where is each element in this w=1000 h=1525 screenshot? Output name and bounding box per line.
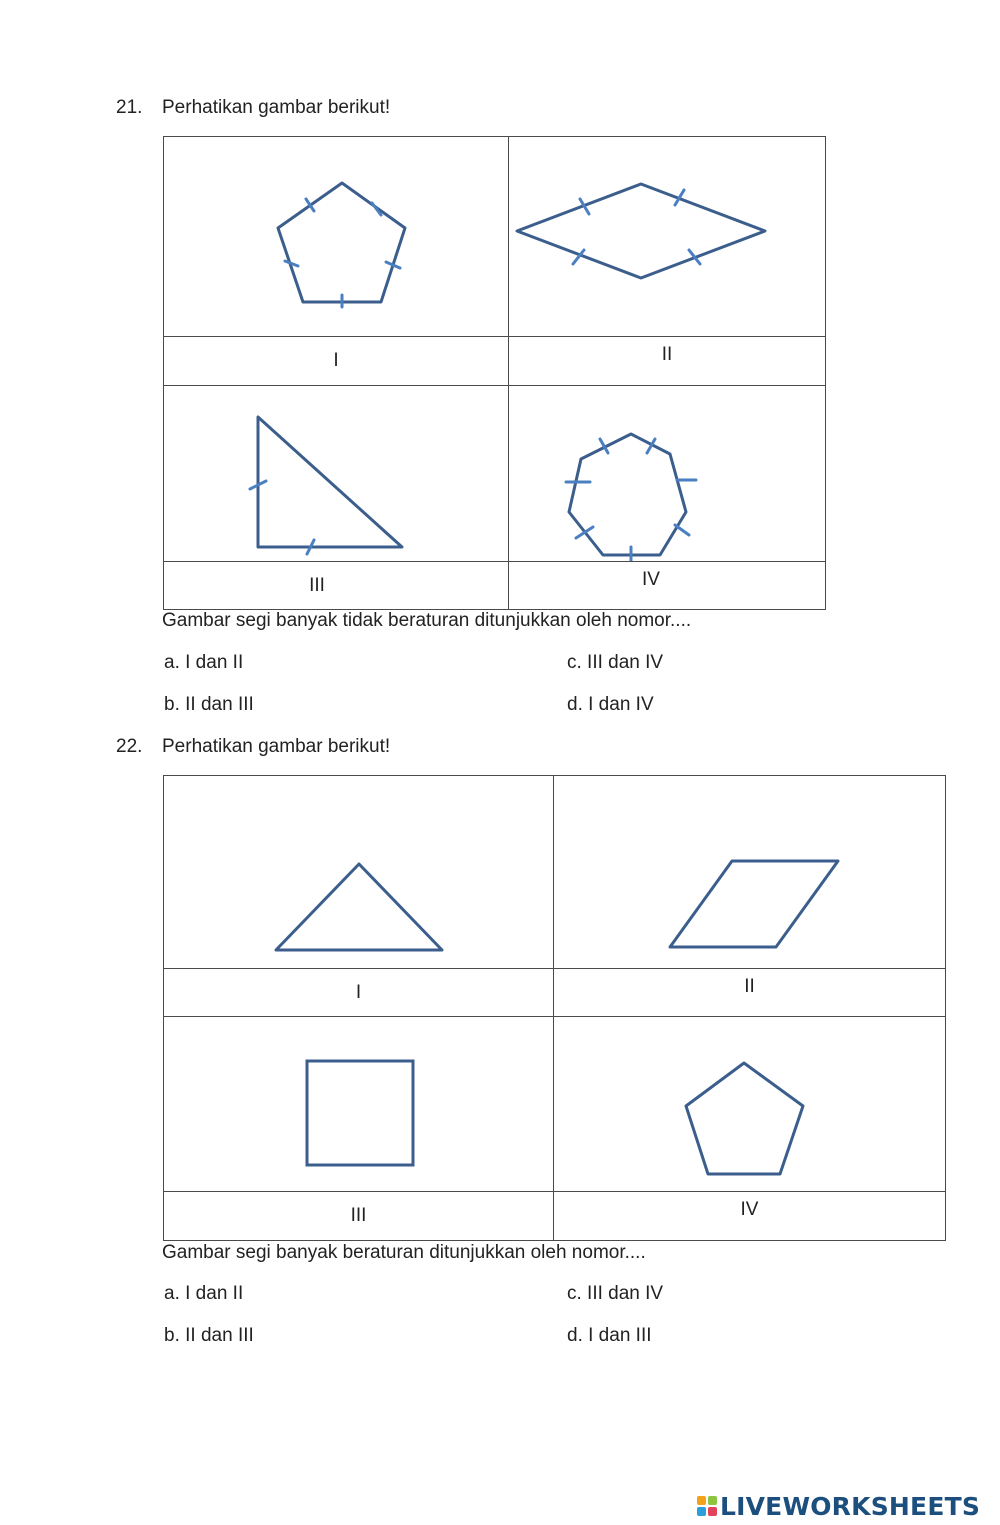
figure-cell bbox=[164, 137, 509, 337]
figure-label-cell bbox=[164, 562, 509, 610]
option-b[interactable]: b. II dan III bbox=[164, 1325, 254, 1346]
option-a[interactable]: a. I dan II bbox=[164, 1283, 244, 1304]
brand-name: LIVEWORKSHEETS bbox=[720, 1491, 981, 1521]
figure-cell bbox=[554, 776, 946, 969]
figure-label: I bbox=[355, 981, 362, 1003]
option-c[interactable]: c. III dan IV bbox=[567, 1283, 664, 1304]
figure-cell bbox=[509, 386, 826, 562]
figure-label: III bbox=[309, 574, 325, 596]
figure-label: IV bbox=[642, 568, 660, 590]
option-d[interactable]: d. I dan III bbox=[567, 1325, 652, 1346]
question-text: Gambar segi banyak tidak beraturan ditunjukkan oleh nomor.... bbox=[162, 610, 692, 631]
figure-label-cell bbox=[554, 1192, 946, 1241]
parallelogram-icon bbox=[554, 776, 946, 968]
triangle-icon bbox=[164, 776, 554, 968]
figure-label-cell bbox=[509, 562, 826, 610]
heptagon-icon bbox=[509, 386, 826, 561]
right-triangle-icon bbox=[164, 386, 509, 561]
question-prompt: Perhatikan gambar berikut! bbox=[162, 736, 391, 757]
figure-label: III bbox=[350, 1205, 367, 1226]
option-c[interactable]: c. III dan IV bbox=[567, 652, 664, 673]
figure-cell bbox=[164, 386, 509, 562]
pentagon-icon bbox=[164, 137, 509, 336]
figure-label-cell bbox=[164, 1192, 554, 1241]
figure-cell bbox=[554, 1017, 946, 1192]
figure-label-cell bbox=[509, 337, 826, 386]
brand-logo bbox=[697, 1492, 980, 1520]
figure-cell bbox=[164, 776, 554, 969]
option-b[interactable]: b. II dan III bbox=[164, 694, 254, 715]
figure-label-cell bbox=[164, 337, 509, 386]
option-a[interactable]: a. I dan II bbox=[164, 652, 244, 673]
question-number: 21. bbox=[116, 97, 143, 118]
pentagon-icon bbox=[554, 1017, 946, 1191]
figure-label: IV bbox=[740, 1199, 759, 1220]
option-d[interactable]: d. I dan IV bbox=[567, 694, 654, 715]
question-text: Gambar segi banyak beraturan ditunjukkan oleh nomor.... bbox=[162, 1242, 646, 1263]
figure-label: II bbox=[744, 975, 755, 997]
figure-cell bbox=[164, 1017, 554, 1192]
logo-grid-icon bbox=[697, 1496, 717, 1516]
question-number: 22. bbox=[116, 736, 143, 757]
question-prompt: Perhatikan gambar berikut! bbox=[162, 97, 391, 118]
figure-label-cell bbox=[164, 969, 554, 1017]
rhombus-icon bbox=[509, 137, 826, 336]
square-icon bbox=[164, 1017, 554, 1191]
figure-label: II bbox=[661, 344, 673, 365]
figure-table bbox=[163, 775, 946, 1241]
figure-label: I bbox=[333, 350, 339, 371]
figure-cell bbox=[509, 137, 826, 337]
figure-table bbox=[163, 136, 826, 610]
figure-label-cell bbox=[554, 969, 946, 1017]
